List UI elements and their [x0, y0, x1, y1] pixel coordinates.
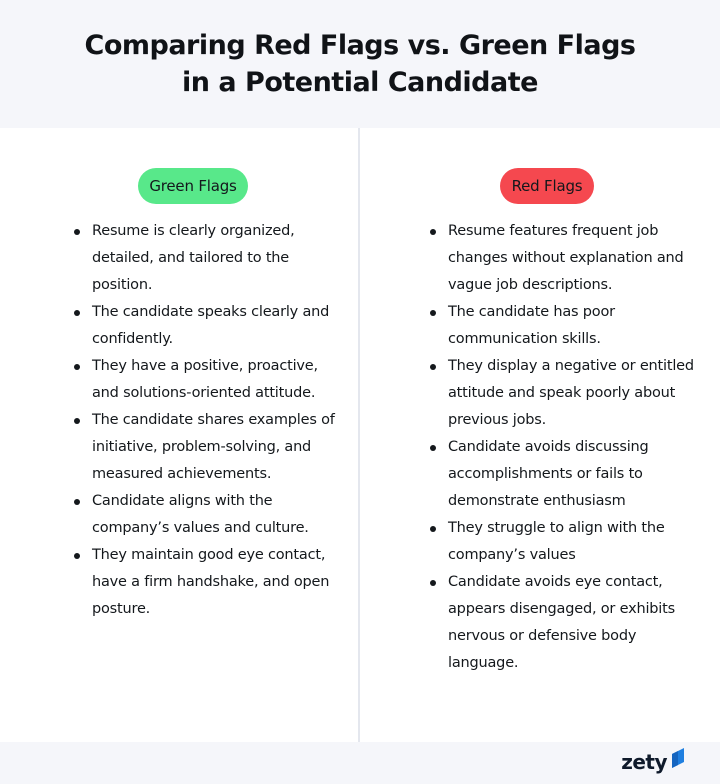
green-flag-text: They maintain good eye contact, have a firm handshake, and open posture.	[92, 547, 330, 617]
red-flag-text: The candidate has poor communication skills.	[448, 304, 615, 347]
green-flag-text: The candidate shares examples of initiative, problem-solving, and measured achievements.	[92, 412, 335, 482]
zety-logo-mark-icon	[670, 748, 686, 770]
red-flag-item	[426, 353, 706, 434]
red-flag-item	[426, 515, 706, 569]
green-flags-list	[70, 218, 340, 623]
green-flag-item	[70, 353, 340, 407]
header-banner	[0, 0, 720, 128]
bullet-icon	[430, 445, 436, 451]
logo-wordmark: zety	[621, 750, 667, 774]
green-flag-item	[70, 218, 340, 299]
bullet-icon	[74, 310, 80, 316]
bullet-icon	[74, 553, 80, 559]
bullet-icon	[74, 418, 80, 424]
bullet-icon	[430, 580, 436, 586]
red-flag-text: Resume features frequent job changes without explanation and vague job descriptions.	[448, 223, 684, 293]
red-flags-list	[426, 218, 706, 677]
footer-bar	[0, 742, 720, 784]
page-title: Comparing Red Flags vs. Green Flags in a Potential Candidate	[84, 30, 636, 98]
green-flag-text: Resume is clearly organized, detailed, and tailored to the position.	[92, 223, 295, 293]
bullet-icon	[430, 310, 436, 316]
red-flag-text: Candidate avoids discussing accomplishments or fails to demonstrate enthusiasm	[448, 439, 649, 509]
red-flags-column	[360, 128, 720, 742]
red-flag-item	[426, 218, 706, 299]
bullet-icon	[74, 364, 80, 370]
green-flag-item	[70, 299, 340, 353]
green-flag-text: Candidate aligns with the company’s values and culture.	[92, 493, 309, 536]
bullet-icon	[430, 229, 436, 235]
green-flag-text: The candidate speaks clearly and confidently.	[92, 304, 330, 347]
red-flag-item	[426, 434, 706, 515]
green-flags-column	[0, 128, 358, 742]
zety-logo	[621, 750, 686, 774]
green-flags-badge: Green Flags	[138, 168, 248, 204]
green-flag-text: They have a positive, proactive, and solutions-oriented attitude.	[92, 358, 318, 401]
red-flag-item	[426, 569, 706, 677]
red-flags-badge: Red Flags	[500, 168, 594, 204]
bullet-icon	[74, 229, 80, 235]
bullet-icon	[430, 526, 436, 532]
red-flag-text: They struggle to align with the company’s values	[448, 520, 665, 563]
bullet-icon	[430, 364, 436, 370]
bullet-icon	[74, 499, 80, 505]
red-flag-item	[426, 299, 706, 353]
green-flag-item	[70, 407, 340, 488]
green-flag-item	[70, 542, 340, 623]
red-flag-text: Candidate avoids eye contact, appears disengaged, or exhibits nervous or defensive body language.	[448, 574, 675, 671]
green-flag-item	[70, 488, 340, 542]
red-flag-text: They display a negative or entitled attitude and speak poorly about previous jobs.	[448, 358, 694, 428]
